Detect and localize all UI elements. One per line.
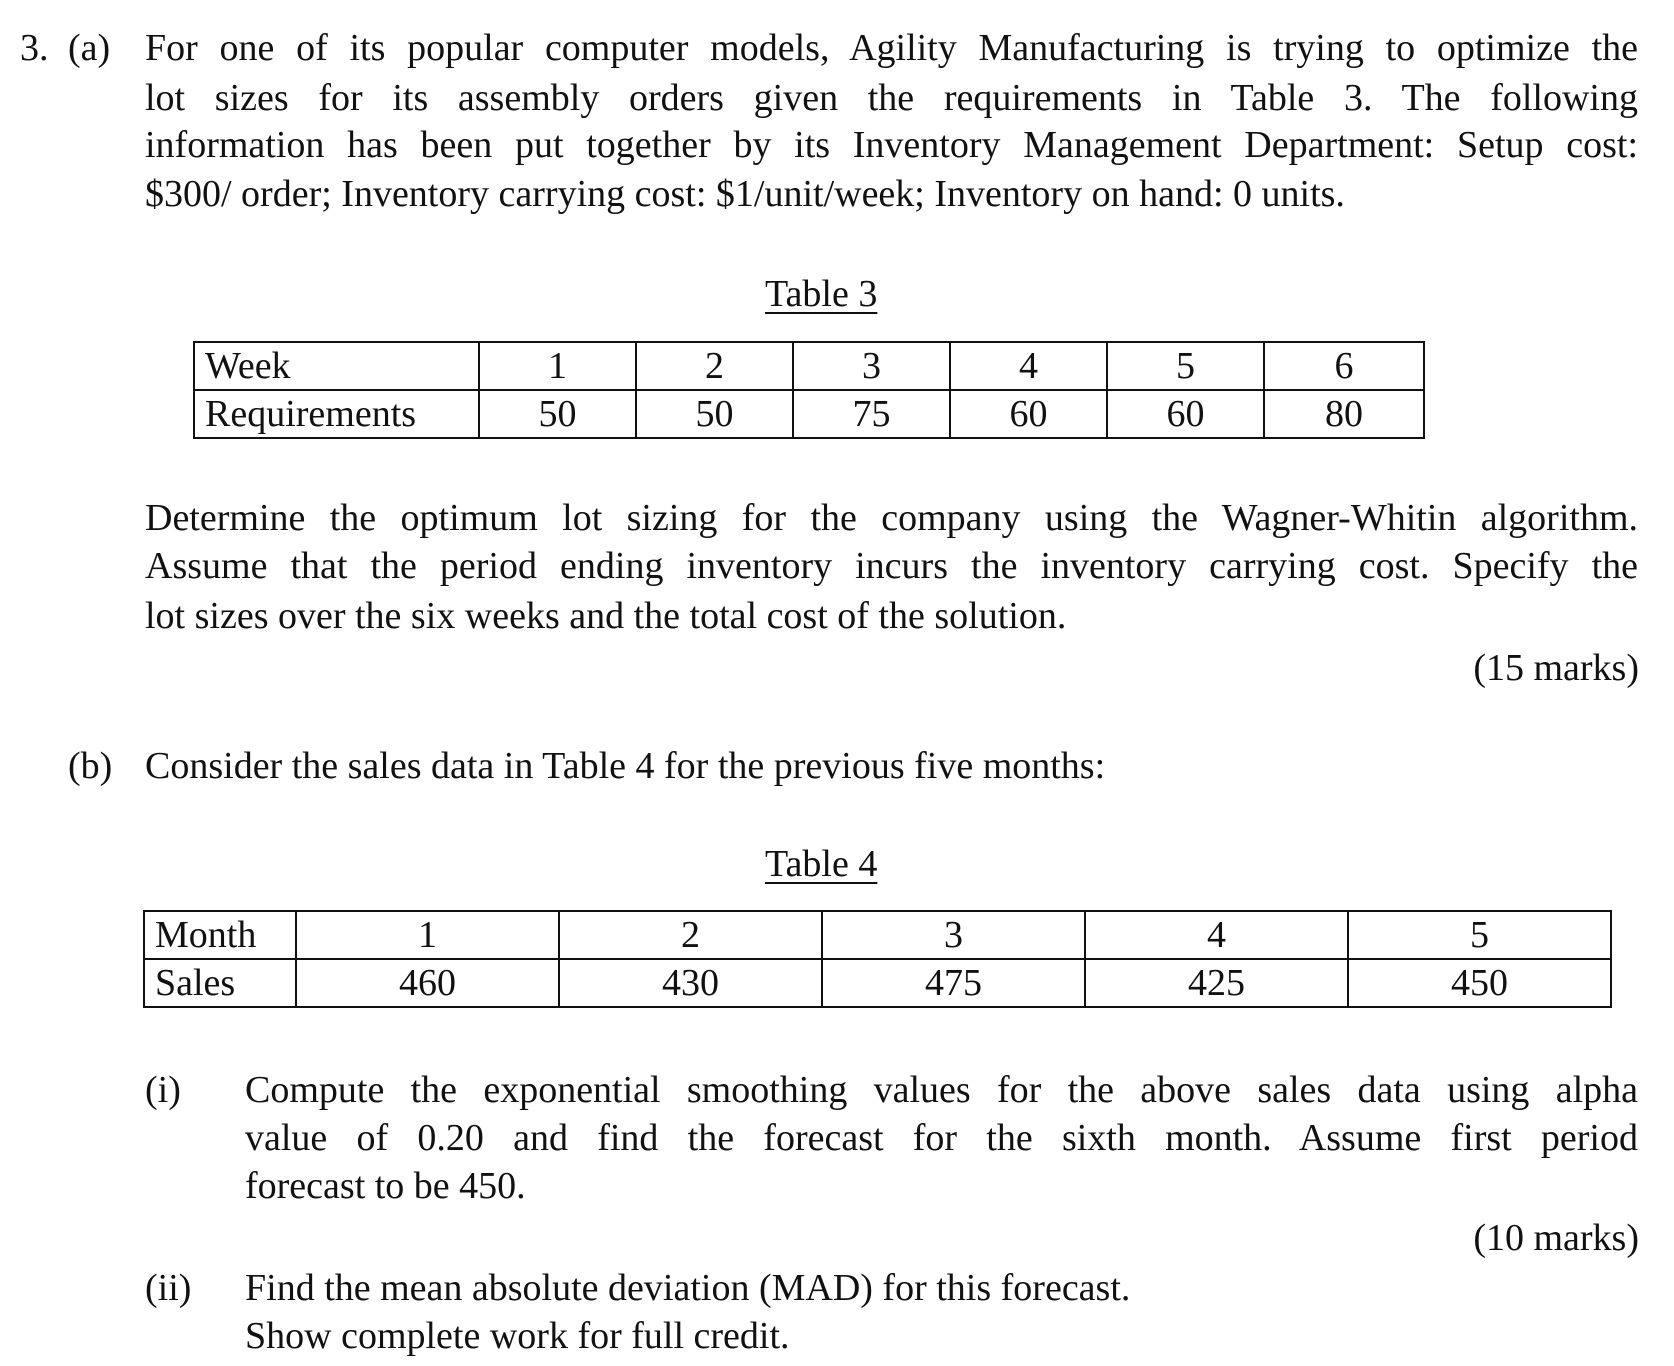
- table-4-month-cell: 5: [1348, 911, 1611, 959]
- part-b-intro: Consider the sales data in Table 4 for the previous five months:: [145, 745, 1106, 787]
- table-4-sales-row: [144, 959, 1611, 1007]
- table-3-week-cell: 2: [636, 342, 793, 390]
- sub-ii-line-1: Find the mean absolute deviation (MAD) for this forecast.: [245, 1267, 1131, 1309]
- table-4-month-cell: 2: [559, 911, 822, 959]
- table-3-requirement-cell: 60: [950, 390, 1107, 438]
- table-3-requirement-cell: 50: [479, 390, 636, 438]
- table-3-week-row: [194, 342, 1424, 390]
- part-b-label: (b): [68, 745, 113, 787]
- table-4-month-cell: 3: [822, 911, 1085, 959]
- sub-ii-label: (ii): [145, 1267, 192, 1309]
- table-3-week-cell: 1: [479, 342, 636, 390]
- table-3-requirement-cell: 60: [1107, 390, 1264, 438]
- table-3-requirement-cell: 75: [793, 390, 950, 438]
- question-number: 3.: [20, 27, 49, 69]
- table-4-sales-cell: 475: [822, 959, 1085, 1007]
- table-3-caption: Table 3: [765, 273, 878, 315]
- table-3-requirement-cell: 80: [1264, 390, 1424, 438]
- table-3-week-label: Week: [194, 342, 479, 390]
- part-a-task-line-2: Assume that the period ending inventory incurs the inventory carrying cost. Specify the: [145, 545, 1638, 587]
- table-3-week-cell: 5: [1107, 342, 1264, 390]
- table-4-month-cell: 1: [296, 911, 559, 959]
- table-4-caption: Table 4: [765, 843, 878, 885]
- part-a-task-line-1: Determine the optimum lot sizing for the company using the Wagner-Whitin algorithm.: [145, 497, 1638, 539]
- part-a-line-3: information has been put together by its Inventory Management Department: Setup cost:: [145, 124, 1638, 166]
- part-a-line-1: For one of its popular computer models, Agility Manufacturing is trying to optimize the: [145, 27, 1638, 69]
- table-4: [143, 910, 1612, 1008]
- sub-i-line-1: Compute the exponential smoothing values for the above sales data using alpha: [245, 1069, 1638, 1111]
- table-4-month-cell: 4: [1085, 911, 1348, 959]
- part-a-label: (a): [68, 27, 111, 69]
- part-a-marks: (15 marks): [1473, 647, 1639, 689]
- table-3-requirements-label: Requirements: [194, 390, 479, 438]
- sub-i-label: (i): [145, 1069, 181, 1111]
- sub-i-line-3: forecast to be 450.: [245, 1165, 526, 1207]
- sub-i-line-2: value of 0.20 and find the forecast for the sixth month. Assume first period: [245, 1117, 1638, 1159]
- table-3: [193, 341, 1425, 439]
- table-3-requirement-cell: 50: [636, 390, 793, 438]
- table-4-sales-cell: 425: [1085, 959, 1348, 1007]
- table-3-week-cell: 4: [950, 342, 1107, 390]
- table-3-week-cell: 3: [793, 342, 950, 390]
- table-3-requirements-row: [194, 390, 1424, 438]
- part-a-line-2: lot sizes for its assembly orders given the requirements in Table 3. The following: [145, 77, 1638, 119]
- sub-ii-line-2: Show complete work for full credit.: [245, 1315, 790, 1357]
- table-4-month-label: Month: [144, 911, 296, 959]
- part-a-task-line-3: lot sizes over the six weeks and the total cost of the solution.: [145, 595, 1067, 637]
- part-a-line-4: $300/ order; Inventory carrying cost: $1/unit/week; Inventory on hand: 0 units.: [145, 173, 1345, 215]
- table-4-month-row: [144, 911, 1611, 959]
- table-4-sales-label: Sales: [144, 959, 296, 1007]
- table-3-week-cell: 6: [1264, 342, 1424, 390]
- table-4-sales-cell: 450: [1348, 959, 1611, 1007]
- table-4-sales-cell: 430: [559, 959, 822, 1007]
- sub-i-marks: (10 marks): [1473, 1217, 1639, 1259]
- table-4-sales-cell: 460: [296, 959, 559, 1007]
